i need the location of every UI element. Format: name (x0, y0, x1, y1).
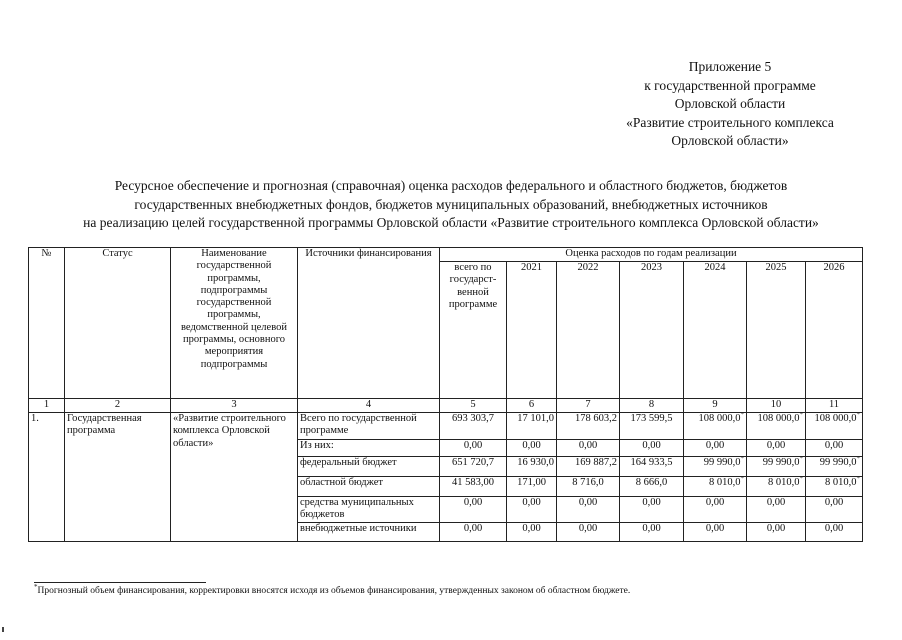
row-status: Государственная программа (65, 413, 171, 542)
column-number-row (29, 399, 863, 413)
value-cell: 0,00 (806, 523, 863, 542)
value-cell-starred (747, 457, 806, 477)
total-cell: 41 583,00 (440, 477, 507, 497)
footnote-marker: * (856, 476, 860, 483)
source-cell: областной бюджет (298, 477, 440, 497)
value-cell: 0,00 (557, 523, 620, 542)
appendix-heading (560, 58, 900, 151)
value-cell-starred (747, 413, 806, 440)
value-text: 108 000,0 (698, 413, 741, 424)
row-program-name: «Развитие строительного комплекса Орловской области» (171, 413, 298, 542)
source-cell: Из них: (298, 440, 440, 457)
total-cell: 651 720,7 (440, 457, 507, 477)
value-cell: 8 666,0 (620, 477, 684, 497)
value-cell: 0,00 (747, 523, 806, 542)
value-cell-starred (684, 457, 747, 477)
table-row (29, 413, 863, 440)
footnote-divider (34, 582, 206, 583)
row-number: 1. (29, 413, 65, 542)
header-status: Статус (65, 248, 171, 399)
column-number: 2 (65, 399, 171, 413)
value-cell: 171,00 (507, 477, 557, 497)
appendix-line: Приложение 5 (688, 59, 772, 74)
value-cell: 0,00 (620, 523, 684, 542)
footnote (34, 582, 874, 597)
total-cell: 0,00 (440, 440, 507, 457)
footnote-marker: * (740, 412, 744, 419)
header-number: № (29, 248, 65, 399)
total-cell: 693 303,7 (440, 413, 507, 440)
value-cell: 0,00 (507, 497, 557, 523)
column-number: 10 (747, 399, 806, 413)
column-number: 3 (171, 399, 298, 413)
value-cell-starred (806, 457, 863, 477)
document-title (20, 177, 882, 233)
footnote-marker: * (740, 456, 744, 463)
title-line: на реализацию целей государственной программы Орловской области «Развитие строительного комплекса Орловской области» (83, 215, 819, 230)
value-cell: 0,00 (747, 440, 806, 457)
footnote-text: Прогнозный объем финансирования, корректировки вносятся исходя из объемов финансирования, утвержденных законом об областном бюджете. (37, 586, 631, 596)
total-cell: 0,00 (440, 523, 507, 542)
header-year: 2022 (557, 262, 620, 399)
column-number: 1 (29, 399, 65, 413)
value-cell: 16 930,0 (507, 457, 557, 477)
value-cell: 0,00 (684, 440, 747, 457)
value-text: 99 990,0 (703, 457, 741, 468)
header-year: 2025 (747, 262, 806, 399)
value-cell-starred (806, 413, 863, 440)
value-text: 108 000,0 (757, 413, 800, 424)
value-cell: 0,00 (507, 523, 557, 542)
footnote-marker: * (799, 412, 803, 419)
source-cell: федеральный бюджет (298, 457, 440, 477)
value-cell: 0,00 (557, 497, 620, 523)
appendix-line: Орловской области (674, 96, 786, 111)
value-cell: 0,00 (620, 440, 684, 457)
footnote-marker: * (740, 476, 744, 483)
value-cell: 0,00 (620, 497, 684, 523)
value-cell: 0,00 (557, 440, 620, 457)
value-cell: 0,00 (806, 497, 863, 523)
total-cell: 0,00 (440, 497, 507, 523)
value-text: 99 990,0 (819, 457, 857, 468)
value-cell-starred (806, 477, 863, 497)
header-year: 2023 (620, 262, 684, 399)
value-text: 8 010,0 (768, 477, 800, 488)
value-text: 8 010,0 (825, 477, 857, 488)
value-cell: 178 603,2 (557, 413, 620, 440)
value-cell: 0,00 (684, 523, 747, 542)
title-line: Ресурсное обеспечение и прогнозная (справочная) оценка расходов федерального и областного бюджетов, бюджетов (114, 178, 788, 193)
footnote-mark: * (34, 582, 38, 591)
value-cell: 0,00 (507, 440, 557, 457)
header-total: всего по государст- венной программе (440, 262, 507, 399)
footnote-marker: * (856, 456, 860, 463)
appendix-line: «Развитие строительного комплекса (626, 114, 834, 130)
column-number: 5 (440, 399, 507, 413)
value-cell: 169 887,2 (557, 457, 620, 477)
column-number: 8 (620, 399, 684, 413)
column-number: 7 (557, 399, 620, 413)
source-cell: средства муниципальных бюджетов (298, 497, 440, 523)
value-text: 108 000,0 (814, 413, 857, 424)
source-cell: внебюджетные источники (298, 523, 440, 542)
footnote-marker: * (799, 476, 803, 483)
title-line: государственных внебюджетных фондов, бюджетов муниципальных образований, внебюджетных источников (134, 196, 768, 212)
header-name: Наименование государственной программы, подпрограммы государственной программы, ведомственной целевой программы, основного мероприятия подпрограммы (171, 248, 298, 399)
column-number: 6 (507, 399, 557, 413)
value-cell: 0,00 (747, 497, 806, 523)
appendix-line: Орловской области» (671, 133, 789, 148)
value-text: 8 010,0 (709, 477, 741, 488)
value-cell: 164 933,5 (620, 457, 684, 477)
header-year: 2021 (507, 262, 557, 399)
value-cell-starred (747, 477, 806, 497)
footnote-marker: * (856, 412, 860, 419)
column-number: 4 (298, 399, 440, 413)
value-cell: 8 716,0 (557, 477, 620, 497)
value-cell: 0,00 (806, 440, 863, 457)
header-year: 2026 (806, 262, 863, 399)
footnote-marker: * (799, 456, 803, 463)
header-estimate: Оценка расходов по годам реализации (440, 248, 863, 262)
budget-table (28, 247, 863, 542)
value-cell: 173 599,5 (620, 413, 684, 440)
column-number: 9 (684, 399, 747, 413)
value-cell-starred (684, 477, 747, 497)
scan-mark (2, 627, 4, 632)
appendix-line: к государственной программе (644, 77, 816, 93)
column-number: 11 (806, 399, 863, 413)
value-cell: 0,00 (684, 497, 747, 523)
source-cell: Всего по государственной программе (298, 413, 440, 440)
header-year: 2024 (684, 262, 747, 399)
value-cell: 17 101,0 (507, 413, 557, 440)
header-source: Источники финансирования (298, 248, 440, 399)
value-text: 99 990,0 (762, 457, 800, 468)
value-cell-starred (684, 413, 747, 440)
